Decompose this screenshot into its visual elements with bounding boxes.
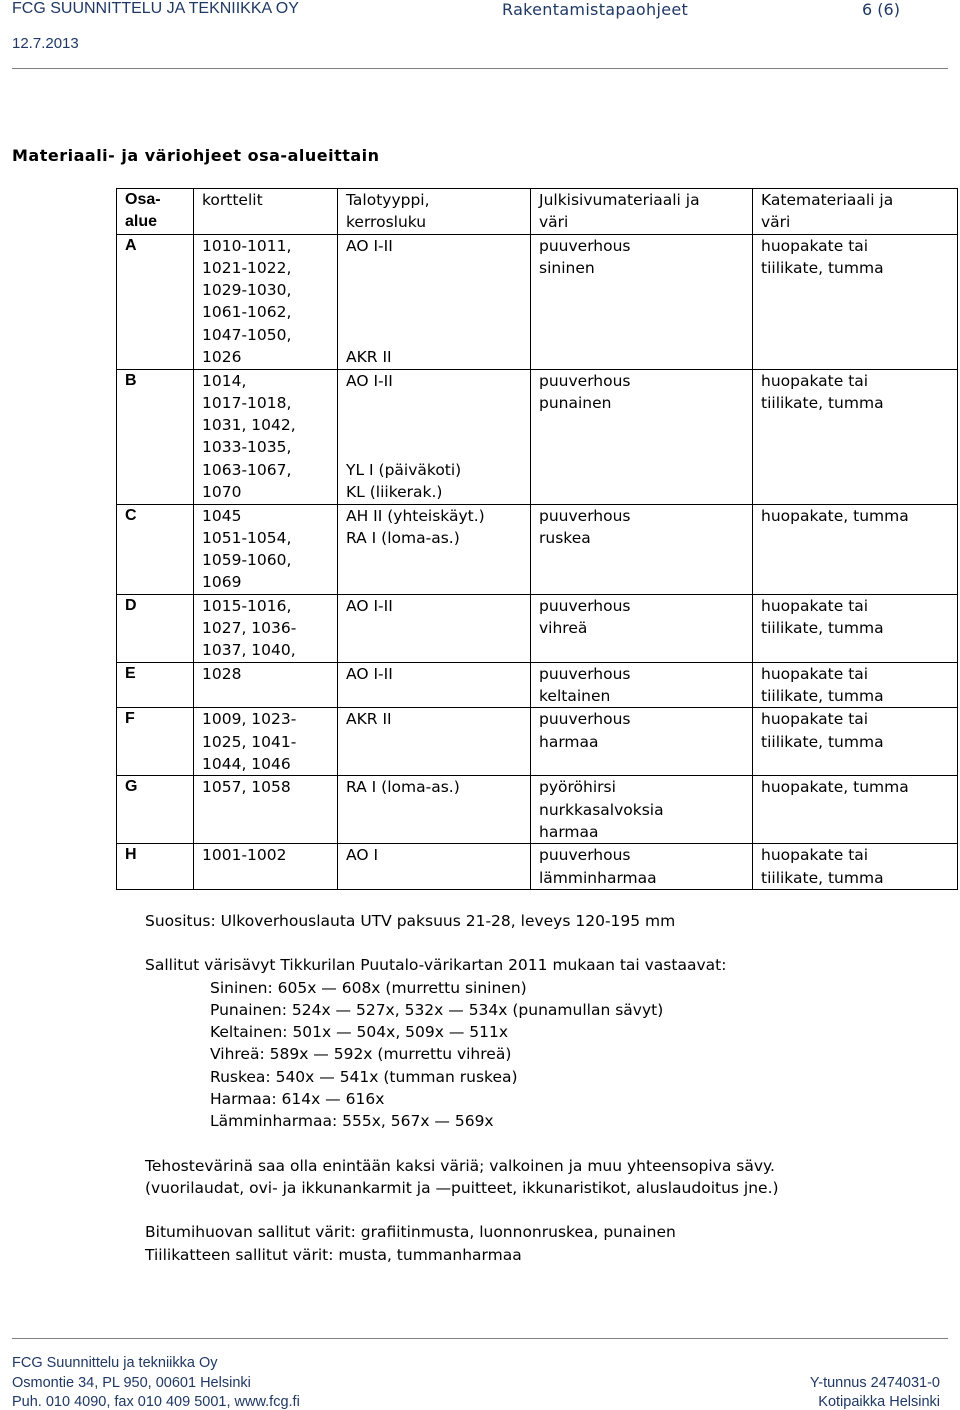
accent-colors-text: Tehostevärinä saa olla enintään kaksi väriä; valkoinen ja muu yhteensopiva sävy. <box>145 1156 775 1175</box>
page-footer <box>12 1338 948 1410</box>
type-secondary: YL I (päiväkoti) KL (liikerak.) <box>346 461 462 502</box>
type-cell <box>338 662 531 708</box>
roof-cell: huopakate tai tiilikate, tumma <box>753 844 958 890</box>
type-primary: AO I-II <box>346 596 393 615</box>
type-cell <box>338 504 531 594</box>
type-secondary: AKR II <box>346 348 392 367</box>
roof-cell: huopakate tai tiilikate, tumma <box>753 369 958 504</box>
tile-colors-text: Tiilikatteen sallitut värit: musta, tummanharmaa <box>145 1245 522 1264</box>
list-item: Punainen: 524x — 527x, 532x — 534x (punamullan sävyt) <box>210 1000 664 1019</box>
header-date: 12.7.2013 <box>12 35 79 52</box>
facade-cell: pyöröhirsi nurkkasalvoksia harmaa <box>531 776 753 844</box>
blocks-cell: 1001-1002 <box>194 844 338 890</box>
type-cell <box>338 594 531 662</box>
blocks-cell: 1014, 1017-1018, 1031, 1042, 1033-1035, 1063-1067, 1070 <box>194 369 338 504</box>
list-item: Keltainen: 501x — 504x, 509x — 511x <box>210 1023 509 1042</box>
page-header <box>12 0 948 66</box>
area-cell: F <box>117 708 194 776</box>
header-divider <box>12 68 948 69</box>
roof-cell: huopakate, tumma <box>753 504 958 594</box>
type-cell <box>338 234 531 369</box>
table-row <box>117 594 958 662</box>
blocks-cell: 1009, 1023- 1025, 1041- 1044, 1046 <box>194 708 338 776</box>
area-cell: E <box>117 662 194 708</box>
type-cell <box>338 844 531 890</box>
area-cell: G <box>117 776 194 844</box>
roof-cell: huopakate tai tiilikate, tumma <box>753 662 958 708</box>
footer-contact: Puh. 010 4090, fax 010 409 5001, www.fcg.fi <box>12 1394 300 1410</box>
list-item: Ruskea: 540x — 541x (tumman ruskea) <box>210 1067 518 1086</box>
table-header-row <box>117 189 958 235</box>
facade-cell: puuverhous lämminharmaa <box>531 844 753 890</box>
header-cell-roof: Katemateriaali ja väri <box>753 189 958 235</box>
area-cell: H <box>117 844 194 890</box>
table-row <box>117 708 958 776</box>
facade-cell: puuverhous ruskea <box>531 504 753 594</box>
facade-cell: puuverhous sininen <box>531 234 753 369</box>
header-page-number: 6 (6) <box>862 0 900 19</box>
type-cell <box>338 369 531 504</box>
type-cell <box>338 776 531 844</box>
type-primary: AKR II <box>346 710 392 729</box>
table-row <box>117 234 958 369</box>
header-cell-type: Talotyyppi, kerrosluku <box>338 189 531 235</box>
blocks-cell: 1010-1011, 1021-1022, 1029-1030, 1061-1062, 1047-1050, 1026 <box>194 234 338 369</box>
header-cell-blocks: korttelit <box>194 189 338 235</box>
type-cell <box>338 708 531 776</box>
allowed-colors-list <box>145 977 779 1133</box>
notes-section <box>145 910 779 1266</box>
list-item: Lämminharmaa: 555x, 567x — 569x <box>210 1112 494 1131</box>
roof-cell: huopakate tai tiilikate, tumma <box>753 234 958 369</box>
header-doc-type: Rakentamistapaohjeet <box>502 0 689 19</box>
area-cell: D <box>117 594 194 662</box>
table-row <box>117 369 958 504</box>
type-primary: AO I-II <box>346 236 393 255</box>
list-item: Sininen: 605x — 608x (murrettu sininen) <box>210 978 527 997</box>
recommendation-text: Suositus: Ulkoverhouslauta UTV paksuus 21-28, leveys 120-195 mm <box>145 912 676 930</box>
area-cell: A <box>117 234 194 369</box>
type-primary: AO I-II <box>346 371 393 390</box>
facade-cell: puuverhous keltainen <box>531 662 753 708</box>
materials-table <box>116 188 958 890</box>
table-row <box>117 776 958 844</box>
header-company: FCG SUUNNITTELU JA TEKNIIKKA OY <box>12 0 299 17</box>
roof-cell: huopakate tai tiilikate, tumma <box>753 708 958 776</box>
section-title: Materiaali- ja väriohjeet osa-alueittain <box>12 146 380 165</box>
list-item: Vihreä: 589x — 592x (murrettu vihreä) <box>210 1045 512 1064</box>
footer-domicile: Kotipaikka Helsinki <box>818 1394 940 1410</box>
type-primary: AO I-II <box>346 664 393 683</box>
accent-colors-detail: (vuorilaudat, ovi- ja ikkunankarmit ja —puitteet, ikkunaristikot, aluslaudoitus jne.) <box>145 1178 779 1197</box>
table-row <box>117 504 958 594</box>
blocks-cell: 1028 <box>194 662 338 708</box>
blocks-cell: 1045 1051-1054, 1059-1060, 1069 <box>194 504 338 594</box>
type-primary: AH II (yhteiskäyt.) RA I (loma-as.) <box>346 506 485 547</box>
roof-cell: huopakate, tumma <box>753 776 958 844</box>
table-row <box>117 662 958 708</box>
table-row <box>117 844 958 890</box>
footer-divider <box>12 1338 948 1339</box>
blocks-cell: 1057, 1058 <box>194 776 338 844</box>
footer-business-id: Y-tunnus 2474031-0 <box>809 1375 940 1391</box>
area-cell: B <box>117 369 194 504</box>
type-primary: RA I (loma-as.) <box>346 778 460 797</box>
type-primary: AO I <box>346 846 379 865</box>
bitumen-colors-text: Bitumihuovan sallitut värit: grafiitinmusta, luonnonruskea, punainen <box>145 1223 676 1242</box>
header-cell-facade: Julkisivumateriaali ja väri <box>531 189 753 235</box>
list-item: Harmaa: 614x — 616x <box>210 1090 385 1109</box>
blocks-cell: 1015-1016, 1027, 1036- 1037, 1040, <box>194 594 338 662</box>
facade-cell: puuverhous vihreä <box>531 594 753 662</box>
facade-cell: puuverhous harmaa <box>531 708 753 776</box>
allowed-colors-intro: Sallitut värisävyt Tikkurilan Puutalo-värikartan 2011 mukaan tai vastaavat: <box>145 956 727 975</box>
area-cell: C <box>117 504 194 594</box>
roof-cell: huopakate tai tiilikate, tumma <box>753 594 958 662</box>
facade-cell: puuverhous punainen <box>531 369 753 504</box>
footer-address: Osmontie 34, PL 950, 00601 Helsinki <box>12 1375 251 1391</box>
header-cell-area: Osa- alue <box>117 189 194 235</box>
footer-company: FCG Suunnittelu ja tekniikka Oy <box>12 1355 218 1371</box>
